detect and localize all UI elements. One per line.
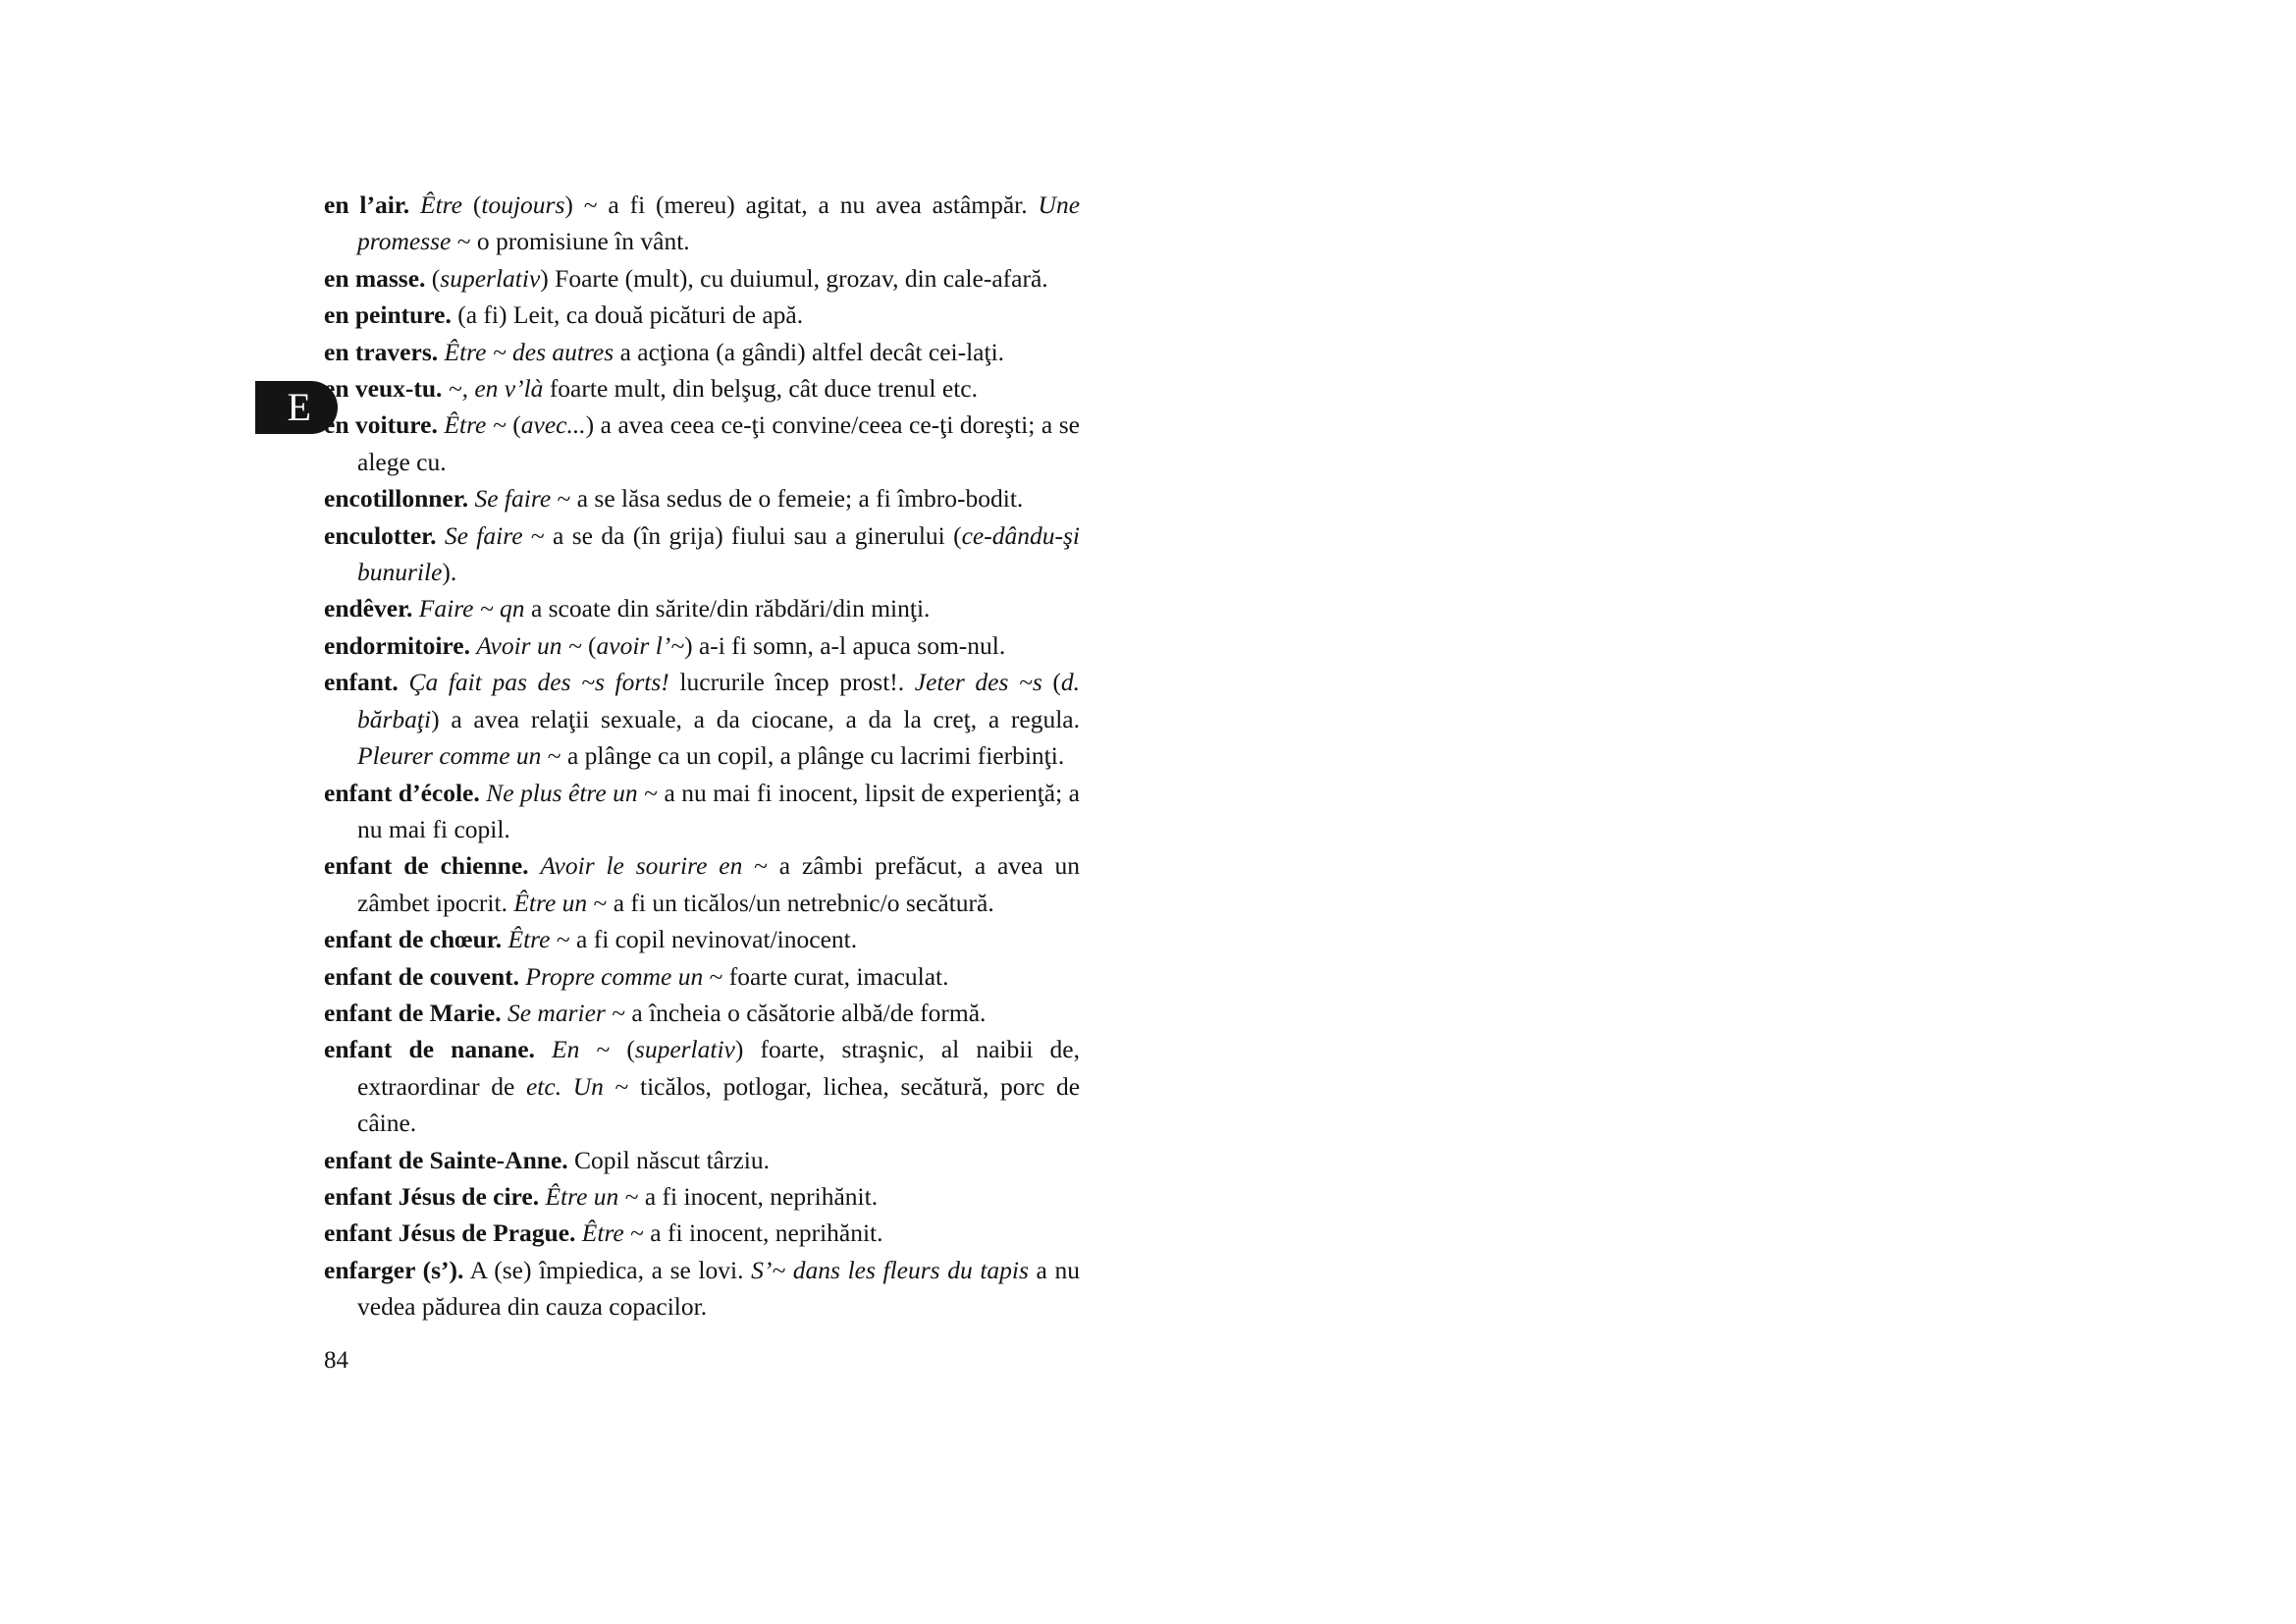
- dictionary-entry: [324, 406, 1080, 480]
- entry-definition: ~, en v’là foarte mult, din belşug, cât duce trenul etc.: [448, 374, 978, 404]
- entry-definition: Être ~ des autres a acţiona (a gândi) altfel decât cei-laţi.: [444, 337, 1005, 366]
- entry-definition: Se marier ~ a încheia o căsătorie albă/de formă.: [507, 998, 987, 1027]
- dictionary-entry: [324, 627, 1080, 664]
- entry-headword: enfarger (s’).: [324, 1255, 464, 1284]
- dictionary-entry: [324, 1142, 1080, 1178]
- entry-definition: A (se) împiedica, a se lovi. S’~ dans les fleurs du tapis a nu vedea pădurea din cauza copacilor.: [357, 1255, 1080, 1322]
- entry-definition: Faire ~ qn a scoate din sărite/din răbdări/din minţi.: [418, 594, 931, 623]
- dictionary-entry: [324, 590, 1080, 626]
- entry-headword: enfant de chœur.: [324, 925, 503, 954]
- entry-definition: Être ~ (avec...) a avea ceea ce-ţi convine/ceea ce-ţi doreşti; a se alege cu.: [357, 410, 1080, 476]
- entry-headword: en l’air.: [324, 190, 410, 219]
- entry-definition: Avoir un ~ (avoir l’~) a-i fi somn, a-l apuca som-nul.: [476, 630, 1006, 660]
- entry-headword: en voiture.: [324, 410, 438, 440]
- entry-definition: Être un ~ a fi inocent, neprihănit.: [545, 1181, 879, 1211]
- dictionary-entry: [324, 187, 1080, 260]
- entry-definition: (superlativ) Foarte (mult), cu duiumul, grozav, din cale-afară.: [431, 263, 1048, 293]
- entry-headword: enfant Jésus de cire.: [324, 1181, 540, 1211]
- entry-headword: en travers.: [324, 337, 439, 366]
- entry-definition: (a fi) Leit, ca două picături de apă.: [457, 300, 804, 330]
- entry-definition: Propre comme un ~ foarte curat, imaculat.: [525, 961, 949, 991]
- dictionary-entry: [324, 1031, 1080, 1141]
- entry-headword: enfant Jésus de Prague.: [324, 1218, 576, 1248]
- entry-headword: enculotter.: [324, 520, 437, 550]
- entry-headword: enfant de Sainte-Anne.: [324, 1145, 568, 1174]
- entry-definition: Se faire ~ a se da (în grija) fiului sau a ginerului (ce-dându-şi bunurile).: [357, 520, 1080, 587]
- entry-headword: en peinture.: [324, 300, 452, 330]
- dictionary-entry: [324, 260, 1080, 297]
- dictionary-entry: [324, 480, 1080, 516]
- dictionary-entry: [324, 370, 1080, 406]
- entry-headword: enfant de chienne.: [324, 851, 529, 881]
- entry-headword: enfant de couvent.: [324, 961, 520, 991]
- entry-definition: Être ~ a fi copil nevinovat/inocent.: [507, 925, 858, 954]
- dictionary-entry: [324, 1215, 1080, 1251]
- dictionary-entry: [324, 1252, 1080, 1326]
- thumb-index-tab-left: E: [255, 381, 338, 434]
- entry-definition: Avoir le sourire en ~ a zâmbi prefăcut, a avea un zâmbet ipocrit. Être un ~ a fi un ticălos/un netrebnic/o secătură.: [357, 851, 1081, 917]
- entry-headword: enfant.: [324, 668, 399, 697]
- dictionary-entry: [324, 921, 1080, 957]
- entry-definition: Être ~ a fi inocent, neprihănit.: [581, 1218, 883, 1248]
- entry-definition: Copil născut târziu.: [574, 1145, 771, 1174]
- dictionary-entry: [324, 775, 1080, 848]
- entry-definition: Ça fait pas des ~s forts! lucrurile încep prost!. Jeter des ~s (d. bărbaţi) a avea relaţii sexuale, a da ciocane, a da la creţ, a regula. Pleurer comme un ~ a plânge ca un copil, a plânge cu lacrimi fierbinţi.: [357, 668, 1081, 771]
- dictionary-entry: [324, 995, 1080, 1031]
- dictionary-entry: [324, 664, 1080, 774]
- entry-headword: en veux-tu.: [324, 374, 443, 404]
- right-page: [1148, 0, 2296, 1624]
- entry-definition: En ~ (superlativ) foarte, straşnic, al naibii de, extraordinar de etc. Un ~ ticălos, potlogar, lichea, secătură, porc de câine.: [357, 1035, 1081, 1138]
- dictionary-entry: [324, 847, 1080, 921]
- entry-definition: Être (toujours) ~ a fi (mereu) agitat, a nu avea astâmpăr. Une promesse ~ o promisiune în vânt.: [357, 190, 1081, 256]
- entry-definition: Se faire ~ a se lăsa sedus de o femeie; a fi îmbro-bodit.: [474, 484, 1024, 514]
- entry-headword: en masse.: [324, 263, 426, 293]
- dictionary-entry: [324, 1178, 1080, 1215]
- entry-headword: encotillonner.: [324, 484, 469, 514]
- left-page-entry-column: [324, 187, 1080, 1326]
- page-number-left: 84: [324, 1347, 348, 1374]
- dictionary-entry: [324, 297, 1080, 333]
- entry-headword: endormitoire.: [324, 630, 470, 660]
- entry-headword: enfant de nanane.: [324, 1035, 535, 1064]
- entry-definition: Ne plus être un ~ a nu mai fi inocent, lipsit de experienţă; a nu mai fi copil.: [357, 778, 1080, 843]
- entry-headword: enfant d’école.: [324, 778, 480, 807]
- dictionary-entry: [324, 334, 1080, 370]
- entry-headword: endêver.: [324, 594, 413, 623]
- dictionary-entry: [324, 958, 1080, 995]
- dictionary-entry: [324, 517, 1080, 591]
- entry-headword: enfant de Marie.: [324, 998, 502, 1027]
